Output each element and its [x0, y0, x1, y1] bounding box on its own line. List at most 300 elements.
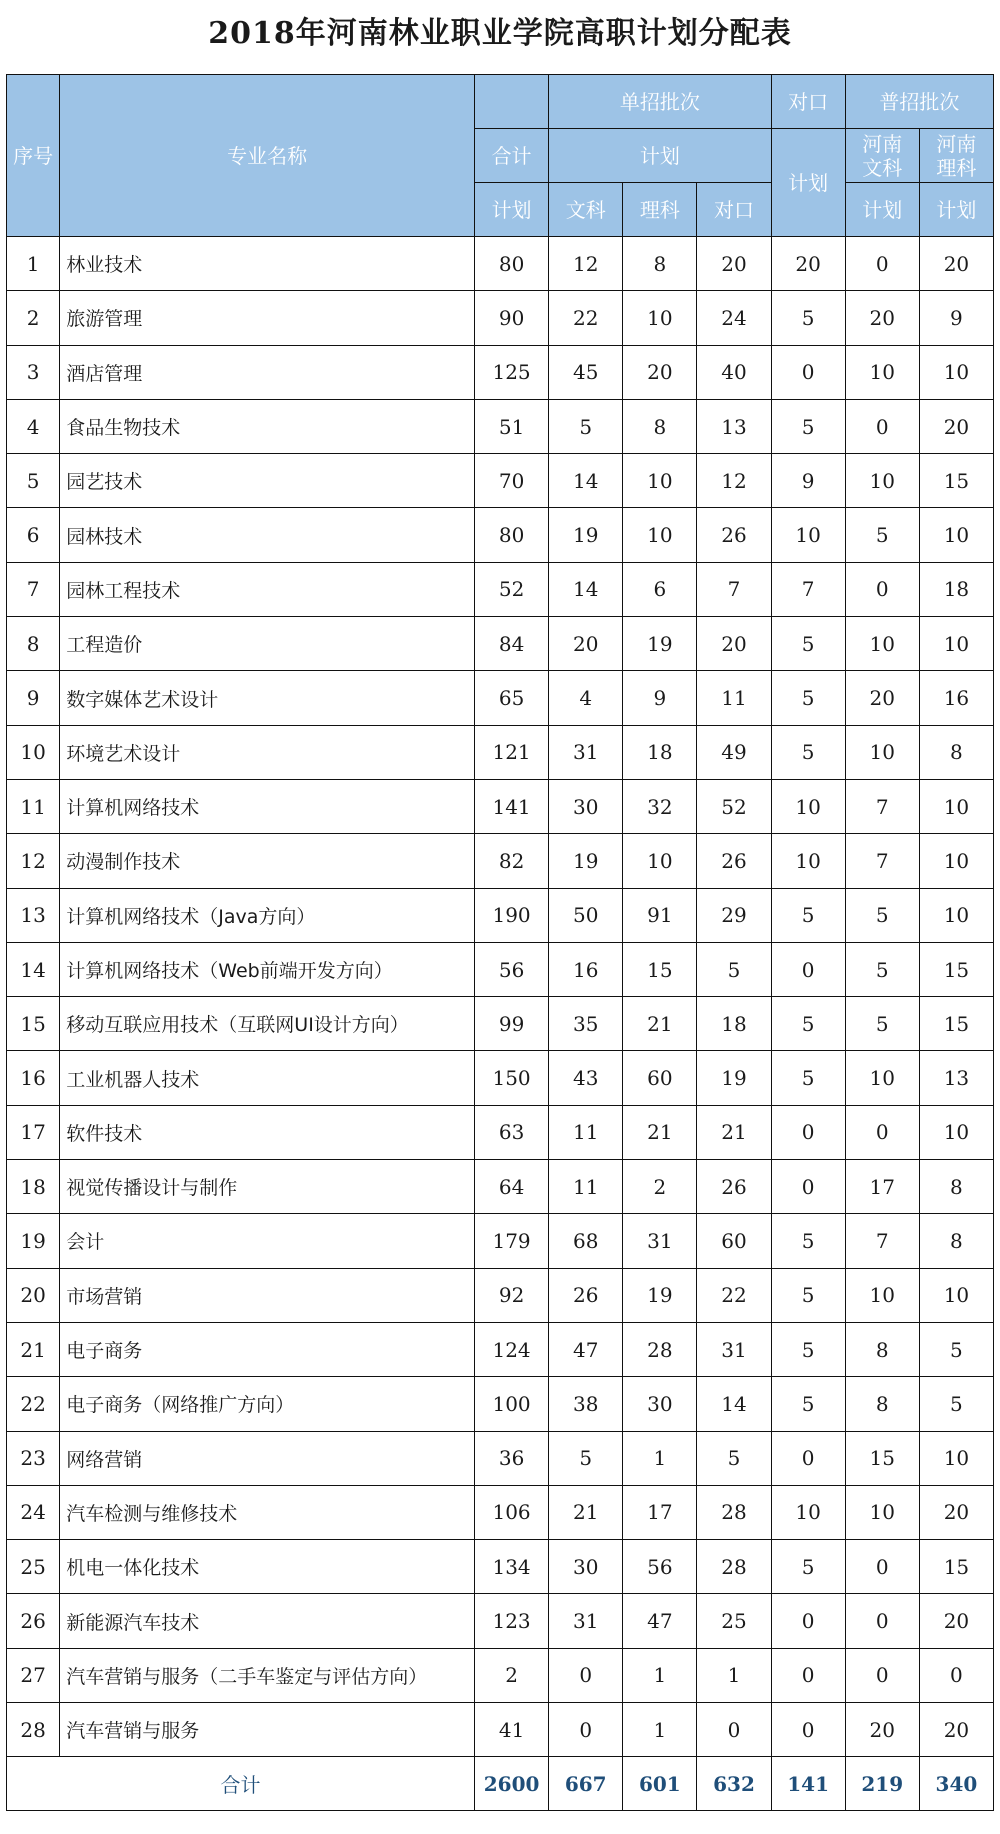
cell-duikou-plan: 20 [771, 237, 845, 291]
cell-henan-like: 10 [919, 1105, 993, 1159]
cell-wenke: 26 [549, 1268, 623, 1322]
cell-like: 28 [623, 1322, 697, 1376]
cell-seq: 9 [7, 671, 60, 725]
cell-total: 106 [475, 1485, 549, 1539]
cell-henan-like: 18 [919, 562, 993, 616]
cell-seq: 21 [7, 1322, 60, 1376]
cell-wenke: 45 [549, 345, 623, 399]
cell-duikou: 11 [697, 671, 771, 725]
cell-henan-wenke: 7 [845, 779, 919, 833]
cell-seq: 6 [7, 508, 60, 562]
cell-duikou-plan: 0 [771, 1105, 845, 1159]
header-duikou-sub: 对口 [697, 183, 771, 237]
total-henan-wenke: 219 [845, 1757, 919, 1811]
cell-duikou: 22 [697, 1268, 771, 1322]
cell-duikou: 5 [697, 1431, 771, 1485]
cell-henan-wenke: 0 [845, 1540, 919, 1594]
cell-henan-wenke: 10 [845, 345, 919, 399]
cell-wenke: 0 [549, 1648, 623, 1702]
cell-like: 56 [623, 1540, 697, 1594]
cell-wenke: 30 [549, 1540, 623, 1594]
table-row [7, 1540, 994, 1594]
cell-henan-like: 10 [919, 888, 993, 942]
cell-major: 食品生物技术 [60, 399, 475, 453]
cell-like: 9 [623, 671, 697, 725]
cell-henan-like: 5 [919, 1322, 993, 1376]
cell-major: 移动互联应用技术（互联网UI设计方向） [60, 997, 475, 1051]
cell-major: 电子商务 [60, 1322, 475, 1376]
table-row [7, 237, 994, 291]
cell-henan-like: 9 [919, 291, 993, 345]
cell-henan-wenke: 0 [845, 399, 919, 453]
table-row [7, 1703, 994, 1757]
cell-total: 92 [475, 1268, 549, 1322]
cell-henan-wenke: 0 [845, 1105, 919, 1159]
table-header [7, 75, 994, 237]
cell-duikou-plan: 0 [771, 1160, 845, 1214]
cell-total: 2 [475, 1648, 549, 1702]
cell-total: 80 [475, 237, 549, 291]
cell-like: 32 [623, 779, 697, 833]
cell-major: 电子商务（网络推广方向） [60, 1377, 475, 1431]
cell-total: 121 [475, 725, 549, 779]
total-wenke: 667 [549, 1757, 623, 1811]
cell-duikou-plan: 5 [771, 617, 845, 671]
cell-major: 园林工程技术 [60, 562, 475, 616]
cell-seq: 23 [7, 1431, 60, 1485]
cell-henan-wenke: 5 [845, 997, 919, 1051]
header-total: 合计 [475, 129, 549, 183]
cell-duikou-plan: 10 [771, 508, 845, 562]
cell-henan-wenke: 8 [845, 1322, 919, 1376]
header-wenke-plan: 计划 [845, 183, 919, 237]
cell-total: 141 [475, 779, 549, 833]
cell-like: 1 [623, 1431, 697, 1485]
cell-henan-wenke: 0 [845, 1648, 919, 1702]
cell-duikou-plan: 9 [771, 454, 845, 508]
cell-henan-like: 8 [919, 1214, 993, 1268]
cell-duikou: 5 [697, 942, 771, 996]
header-wenke: 文科 [549, 183, 623, 237]
cell-duikou: 25 [697, 1594, 771, 1648]
cell-major: 网络营销 [60, 1431, 475, 1485]
cell-duikou-plan: 5 [771, 1268, 845, 1322]
cell-henan-like: 10 [919, 834, 993, 888]
cell-wenke: 50 [549, 888, 623, 942]
cell-major: 汽车营销与服务 [60, 1703, 475, 1757]
cell-like: 2 [623, 1160, 697, 1214]
table-row [7, 345, 994, 399]
table-row [7, 291, 994, 345]
cell-henan-like: 8 [919, 1160, 993, 1214]
cell-seq: 12 [7, 834, 60, 888]
table-row [7, 888, 994, 942]
cell-wenke: 47 [549, 1322, 623, 1376]
cell-major: 机电一体化技术 [60, 1540, 475, 1594]
header-like-plan: 计划 [919, 183, 993, 237]
cell-wenke: 4 [549, 671, 623, 725]
cell-seq: 13 [7, 888, 60, 942]
cell-wenke: 35 [549, 997, 623, 1051]
header-total-top [475, 75, 549, 129]
cell-duikou-plan: 10 [771, 779, 845, 833]
cell-like: 17 [623, 1485, 697, 1539]
cell-henan-wenke: 10 [845, 1268, 919, 1322]
cell-henan-like: 20 [919, 1703, 993, 1757]
cell-wenke: 14 [549, 562, 623, 616]
header-like: 理科 [623, 183, 697, 237]
cell-henan-wenke: 10 [845, 1485, 919, 1539]
cell-duikou-plan: 5 [771, 1051, 845, 1105]
cell-duikou-plan: 7 [771, 562, 845, 616]
cell-henan-like: 8 [919, 725, 993, 779]
cell-henan-wenke: 5 [845, 508, 919, 562]
cell-seq: 22 [7, 1377, 60, 1431]
cell-total: 51 [475, 399, 549, 453]
cell-henan-wenke: 0 [845, 237, 919, 291]
cell-henan-like: 0 [919, 1648, 993, 1702]
cell-like: 91 [623, 888, 697, 942]
cell-duikou: 28 [697, 1540, 771, 1594]
table-row [7, 1268, 994, 1322]
cell-seq: 14 [7, 942, 60, 996]
header-duikou-top: 对口 [771, 75, 845, 129]
cell-duikou-plan: 5 [771, 1377, 845, 1431]
cell-like: 10 [623, 508, 697, 562]
cell-total: 36 [475, 1431, 549, 1485]
cell-henan-wenke: 10 [845, 725, 919, 779]
total-duikou-plan: 141 [771, 1757, 845, 1811]
table-row [7, 1485, 994, 1539]
cell-total: 179 [475, 1214, 549, 1268]
cell-henan-like: 20 [919, 399, 993, 453]
cell-duikou: 13 [697, 399, 771, 453]
cell-wenke: 0 [549, 1703, 623, 1757]
table-row [7, 508, 994, 562]
cell-like: 8 [623, 399, 697, 453]
cell-henan-like: 20 [919, 1485, 993, 1539]
cell-henan-like: 20 [919, 1594, 993, 1648]
table-body [7, 237, 994, 1757]
cell-total: 41 [475, 1703, 549, 1757]
cell-henan-wenke: 20 [845, 1703, 919, 1757]
table-row [7, 1594, 994, 1648]
header-henan-wenke: 河南 文科 [845, 129, 919, 183]
cell-major: 园林技术 [60, 508, 475, 562]
cell-total: 134 [475, 1540, 549, 1594]
cell-henan-like: 15 [919, 1540, 993, 1594]
table-row [7, 1214, 994, 1268]
cell-total: 82 [475, 834, 549, 888]
cell-total: 150 [475, 1051, 549, 1105]
cell-major: 林业技术 [60, 237, 475, 291]
cell-duikou-plan: 5 [771, 1322, 845, 1376]
cell-seq: 2 [7, 291, 60, 345]
cell-total: 190 [475, 888, 549, 942]
cell-duikou-plan: 0 [771, 1594, 845, 1648]
cell-duikou-plan: 0 [771, 1431, 845, 1485]
cell-duikou: 29 [697, 888, 771, 942]
cell-henan-wenke: 10 [845, 1051, 919, 1105]
table-row [7, 1105, 994, 1159]
cell-major: 汽车营销与服务（二手车鉴定与评估方向） [60, 1648, 475, 1702]
cell-henan-wenke: 7 [845, 1214, 919, 1268]
cell-major: 环境艺术设计 [60, 725, 475, 779]
cell-henan-wenke: 20 [845, 671, 919, 725]
table-row [7, 942, 994, 996]
cell-wenke: 14 [549, 454, 623, 508]
cell-seq: 20 [7, 1268, 60, 1322]
cell-seq: 8 [7, 617, 60, 671]
cell-duikou: 21 [697, 1105, 771, 1159]
cell-duikou-plan: 5 [771, 997, 845, 1051]
cell-henan-like: 20 [919, 237, 993, 291]
cell-wenke: 21 [549, 1485, 623, 1539]
cell-major: 软件技术 [60, 1105, 475, 1159]
table-row [7, 725, 994, 779]
total-sum: 2600 [475, 1757, 549, 1811]
page-title: 2018年河南林业职业学院高职计划分配表 [208, 16, 792, 51]
cell-seq: 27 [7, 1648, 60, 1702]
cell-wenke: 22 [549, 291, 623, 345]
cell-henan-wenke: 0 [845, 1594, 919, 1648]
cell-like: 30 [623, 1377, 697, 1431]
cell-major: 动漫制作技术 [60, 834, 475, 888]
cell-henan-like: 10 [919, 1431, 993, 1485]
cell-seq: 4 [7, 399, 60, 453]
cell-major: 酒店管理 [60, 345, 475, 399]
cell-duikou-plan: 5 [771, 1540, 845, 1594]
cell-like: 19 [623, 617, 697, 671]
cell-like: 8 [623, 237, 697, 291]
cell-henan-like: 10 [919, 617, 993, 671]
cell-like: 1 [623, 1703, 697, 1757]
cell-like: 60 [623, 1051, 697, 1105]
table-row [7, 1322, 994, 1376]
cell-wenke: 11 [549, 1105, 623, 1159]
cell-major: 新能源汽车技术 [60, 1594, 475, 1648]
cell-major: 会计 [60, 1214, 475, 1268]
cell-like: 18 [623, 725, 697, 779]
total-duikou: 632 [697, 1757, 771, 1811]
cell-duikou: 7 [697, 562, 771, 616]
cell-duikou-plan: 5 [771, 1214, 845, 1268]
cell-henan-wenke: 5 [845, 888, 919, 942]
total-like: 601 [623, 1757, 697, 1811]
cell-wenke: 19 [549, 834, 623, 888]
cell-henan-like: 15 [919, 454, 993, 508]
cell-wenke: 31 [549, 725, 623, 779]
cell-duikou: 40 [697, 345, 771, 399]
cell-major: 工程造价 [60, 617, 475, 671]
cell-duikou-plan: 5 [771, 888, 845, 942]
cell-duikou-plan: 5 [771, 725, 845, 779]
header-total-plan: 计划 [475, 183, 549, 237]
cell-henan-like: 10 [919, 345, 993, 399]
cell-wenke: 31 [549, 1594, 623, 1648]
cell-henan-wenke: 10 [845, 617, 919, 671]
cell-major: 旅游管理 [60, 291, 475, 345]
cell-seq: 19 [7, 1214, 60, 1268]
cell-like: 6 [623, 562, 697, 616]
cell-henan-wenke: 5 [845, 942, 919, 996]
cell-duikou: 19 [697, 1051, 771, 1105]
cell-duikou: 20 [697, 237, 771, 291]
cell-major: 计算机网络技术（Web前端开发方向） [60, 942, 475, 996]
cell-like: 10 [623, 454, 697, 508]
table-row [7, 671, 994, 725]
cell-total: 100 [475, 1377, 549, 1431]
cell-wenke: 5 [549, 399, 623, 453]
cell-total: 70 [475, 454, 549, 508]
plan-table [6, 74, 994, 1811]
cell-wenke: 68 [549, 1214, 623, 1268]
cell-duikou: 26 [697, 834, 771, 888]
cell-wenke: 5 [549, 1431, 623, 1485]
table-footer [7, 1757, 994, 1811]
cell-henan-wenke: 15 [845, 1431, 919, 1485]
cell-seq: 7 [7, 562, 60, 616]
cell-henan-wenke: 8 [845, 1377, 919, 1431]
table-row [7, 454, 994, 508]
cell-seq: 10 [7, 725, 60, 779]
cell-henan-like: 16 [919, 671, 993, 725]
cell-major: 计算机网络技术 [60, 779, 475, 833]
total-henan-like: 340 [919, 1757, 993, 1811]
cell-like: 19 [623, 1268, 697, 1322]
table-row [7, 562, 994, 616]
header-seq: 序号 [7, 75, 60, 237]
cell-duikou: 31 [697, 1322, 771, 1376]
cell-seq: 26 [7, 1594, 60, 1648]
cell-seq: 28 [7, 1703, 60, 1757]
table-row [7, 834, 994, 888]
cell-duikou-plan: 0 [771, 1648, 845, 1702]
cell-like: 15 [623, 942, 697, 996]
cell-duikou: 18 [697, 997, 771, 1051]
header-major: 专业名称 [60, 75, 475, 237]
cell-henan-like: 13 [919, 1051, 993, 1105]
cell-duikou: 52 [697, 779, 771, 833]
table-row [7, 1431, 994, 1485]
cell-like: 1 [623, 1648, 697, 1702]
header-plan: 计划 [549, 129, 771, 183]
cell-wenke: 38 [549, 1377, 623, 1431]
header-duikou-plan: 计划 [771, 129, 845, 237]
total-row [7, 1757, 994, 1811]
cell-total: 90 [475, 291, 549, 345]
cell-total: 56 [475, 942, 549, 996]
cell-total: 84 [475, 617, 549, 671]
cell-duikou-plan: 5 [771, 291, 845, 345]
cell-major: 汽车检测与维修技术 [60, 1485, 475, 1539]
cell-duikou: 0 [697, 1703, 771, 1757]
table-row [7, 779, 994, 833]
cell-duikou: 49 [697, 725, 771, 779]
total-label: 合计 [7, 1757, 475, 1811]
cell-major: 计算机网络技术（Java方向） [60, 888, 475, 942]
cell-like: 10 [623, 834, 697, 888]
cell-henan-like: 10 [919, 779, 993, 833]
cell-duikou: 26 [697, 1160, 771, 1214]
table-row [7, 1648, 994, 1702]
cell-total: 123 [475, 1594, 549, 1648]
cell-wenke: 16 [549, 942, 623, 996]
cell-duikou: 20 [697, 617, 771, 671]
cell-seq: 24 [7, 1485, 60, 1539]
cell-total: 63 [475, 1105, 549, 1159]
cell-henan-like: 15 [919, 942, 993, 996]
cell-seq: 15 [7, 997, 60, 1051]
cell-wenke: 30 [549, 779, 623, 833]
header-henan-like: 河南 理科 [919, 129, 993, 183]
cell-total: 80 [475, 508, 549, 562]
cell-total: 65 [475, 671, 549, 725]
cell-major: 市场营销 [60, 1268, 475, 1322]
cell-total: 64 [475, 1160, 549, 1214]
cell-seq: 16 [7, 1051, 60, 1105]
cell-seq: 5 [7, 454, 60, 508]
cell-seq: 17 [7, 1105, 60, 1159]
header-general-batch: 普招批次 [845, 75, 993, 129]
cell-wenke: 19 [549, 508, 623, 562]
cell-seq: 18 [7, 1160, 60, 1214]
cell-wenke: 11 [549, 1160, 623, 1214]
cell-like: 21 [623, 997, 697, 1051]
table-row [7, 399, 994, 453]
cell-total: 99 [475, 997, 549, 1051]
cell-wenke: 12 [549, 237, 623, 291]
cell-like: 21 [623, 1105, 697, 1159]
cell-duikou: 28 [697, 1485, 771, 1539]
cell-like: 20 [623, 345, 697, 399]
cell-wenke: 43 [549, 1051, 623, 1105]
cell-henan-wenke: 7 [845, 834, 919, 888]
cell-duikou-plan: 0 [771, 942, 845, 996]
table-row [7, 997, 994, 1051]
table-row [7, 617, 994, 671]
cell-duikou: 12 [697, 454, 771, 508]
cell-seq: 11 [7, 779, 60, 833]
cell-total: 125 [475, 345, 549, 399]
table-row [7, 1160, 994, 1214]
cell-henan-wenke: 20 [845, 291, 919, 345]
cell-duikou: 1 [697, 1648, 771, 1702]
cell-duikou-plan: 10 [771, 1485, 845, 1539]
cell-like: 31 [623, 1214, 697, 1268]
cell-major: 园艺技术 [60, 454, 475, 508]
cell-seq: 1 [7, 237, 60, 291]
cell-henan-like: 10 [919, 508, 993, 562]
cell-wenke: 20 [549, 617, 623, 671]
cell-major: 视觉传播设计与制作 [60, 1160, 475, 1214]
cell-henan-like: 15 [919, 997, 993, 1051]
cell-seq: 25 [7, 1540, 60, 1594]
cell-like: 10 [623, 291, 697, 345]
cell-like: 47 [623, 1594, 697, 1648]
header-single-batch: 单招批次 [549, 75, 771, 129]
cell-henan-like: 5 [919, 1377, 993, 1431]
cell-duikou-plan: 5 [771, 399, 845, 453]
cell-major: 工业机器人技术 [60, 1051, 475, 1105]
cell-henan-like: 10 [919, 1268, 993, 1322]
cell-duikou-plan: 10 [771, 834, 845, 888]
cell-duikou-plan: 5 [771, 671, 845, 725]
table-row [7, 1377, 994, 1431]
cell-seq: 3 [7, 345, 60, 399]
cell-duikou: 26 [697, 508, 771, 562]
cell-henan-wenke: 10 [845, 454, 919, 508]
